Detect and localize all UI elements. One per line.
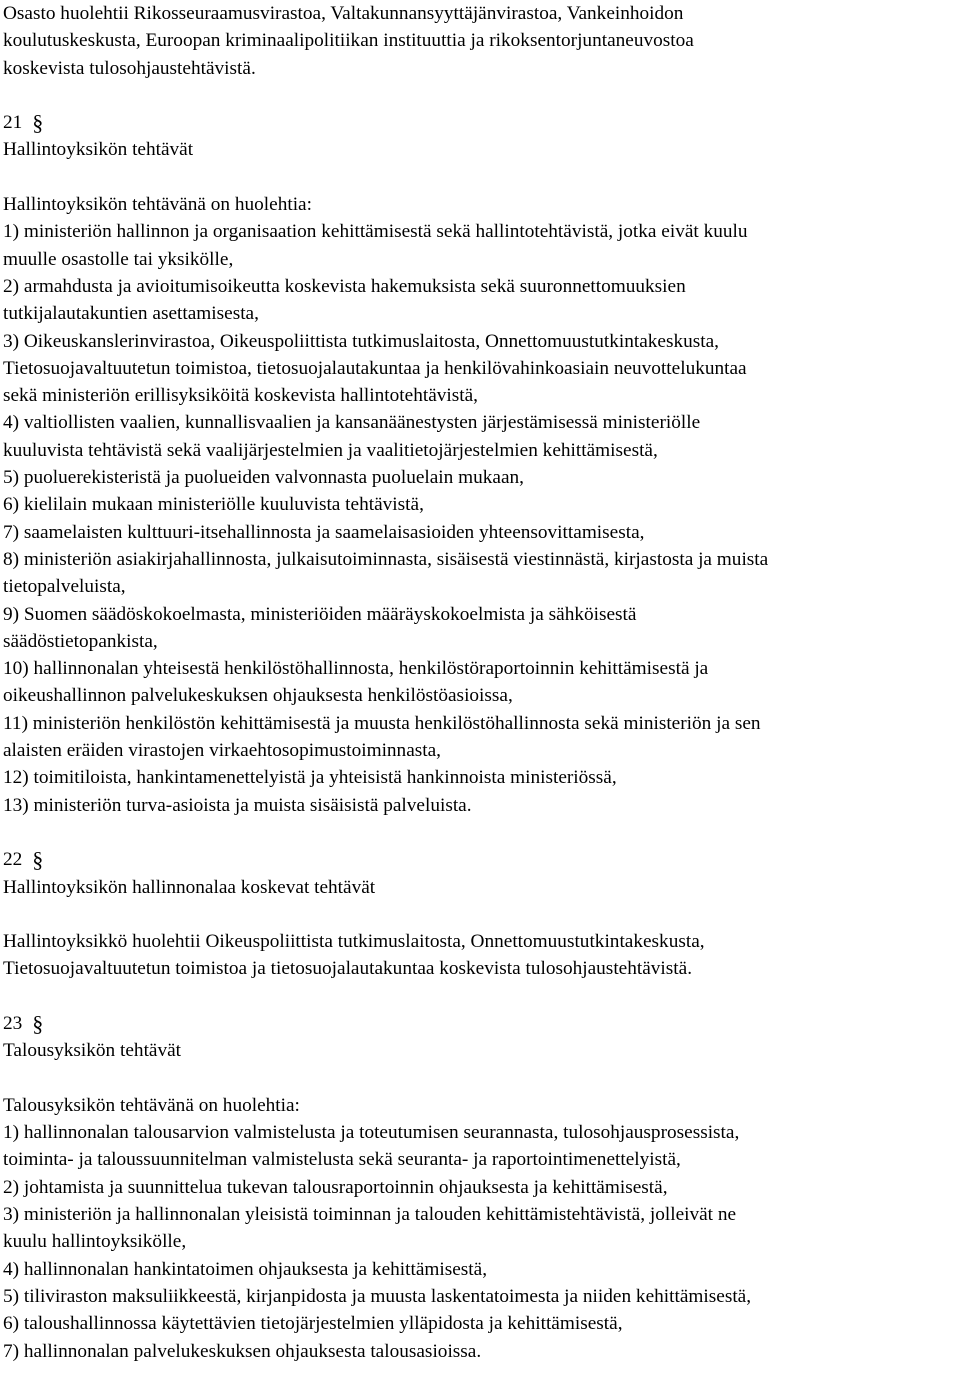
text-line: kuuluvista tehtävistä sekä vaalijärjestelmien ja vaalitietojärjestelmien kehittämisestä, [3, 439, 658, 461]
text-line: Osasto huolehtii Rikosseuraamusvirastoa, Valtakunnansyyttäjänvirastoa, Vankeinhoidon [3, 3, 684, 24]
text-line: säädöstietopankista, [3, 630, 158, 652]
section-number: 21 [3, 112, 23, 134]
text-line: tutkijalautakuntien asettamisesta, [3, 303, 259, 325]
intro-paragraph [3, 0, 957, 82]
text-line: oikeushallinnon palvelukeskuksen ohjauksesta henkilöstöasioissa, [3, 685, 513, 707]
section-title: Hallintoyksikön hallinnonalaa koskevat tehtävät [3, 876, 376, 898]
text-line: Tietosuojavaltuutetun toimistoa, tietosuojalautakuntaa ja henkilövahinkoasiain neuvottelukuntaa [3, 357, 747, 379]
text-line: alaisten eräiden virastojen virkaehtosopimustoiminnasta, [3, 740, 441, 762]
text-line: 6) taloushallinnossa käytettävien tietojärjestelmien ylläpidosta ja kehittämisestä, [3, 1313, 623, 1335]
text-line: sekä ministeriön erillisyksiköitä koskevista hallintotehtävistä, [3, 385, 478, 407]
text-line: 11) ministeriön henkilöstön kehittämisestä ja muusta henkilöstöhallinnosta sekä ministeriön ja sen [3, 712, 761, 734]
section-sign: § [32, 110, 44, 136]
text-line: tietopalveluista, [3, 576, 126, 598]
document-page [3, 0, 957, 1365]
text-line: 10) hallinnonalan yhteisestä henkilöstöhallinnosta, henkilöstöraportoinnin kehittämisestä ja [3, 658, 709, 680]
text-line: 2) johtamista ja suunnittelua tukevan talousraportoinnin ohjauksesta ja kehittämisestä, [3, 1176, 668, 1198]
text-line: 7) saamelaisten kulttuuri-itsehallinnosta ja saamelaisasioiden yhteensovittamisesta, [3, 521, 645, 543]
text-line: Tietosuojavaltuutetun toimistoa ja tietosuojalautakuntaa koskevista tulosohjaustehtävistä. [3, 958, 693, 980]
text-line: 6) kielilain mukaan ministeriölle kuuluvista tehtävistä, [3, 494, 424, 516]
section-number: 23 [3, 1012, 23, 1034]
text-line: 4) valtiollisten vaalien, kunnallisvaalien ja kansanäänestysten järjestämisessä ministeriölle [3, 412, 701, 434]
text-line: 3) Oikeuskanslerinvirastoa, Oikeuspoliittista tutkimuslaitosta, Onnettomuustutkintakeskusta, [3, 330, 719, 352]
text-line: 2) armahdusta ja avioitumisoikeutta koskevista hakemuksista sekä suuronnettomuuksien [3, 275, 686, 297]
text-line: 1) hallinnonalan talousarvion valmistelusta ja toteutumisen seurannasta, tulosohjausprosessista, [3, 1122, 740, 1144]
text-line: 3) ministeriön ja hallinnonalan yleisistä toiminnan ja talouden kehittämistehtävistä, jolleivät ne [3, 1204, 737, 1226]
section-number: 22 [3, 849, 23, 871]
text-line: kuulu hallintoyksikölle, [3, 1231, 187, 1253]
text-line: 8) ministeriön asiakirjahallinnosta, julkaisutoiminnasta, sisäisestä viestinnästä, kirjastosta ja muista [3, 548, 769, 570]
text-line: Hallintoyksikkö huolehtii Oikeuspoliittista tutkimuslaitosta, Onnettomuustutkintakeskusta, [3, 931, 705, 953]
text-line: Talousyksikön tehtävänä on huolehtia: [3, 1094, 300, 1116]
text-line: Hallintoyksikön tehtävänä on huolehtia: [3, 194, 312, 216]
section-22 [3, 846, 957, 982]
text-line: 7) hallinnonalan palvelukeskuksen ohjauksesta talousasioissa. [3, 1340, 482, 1362]
section-title: Hallintoyksikön tehtävät [3, 139, 194, 161]
text-line: koskevista tulosohjaustehtävistä. [3, 57, 256, 79]
section-body [3, 191, 957, 819]
text-line: toiminta- ja taloussuunnitelman valmistelusta sekä seuranta- ja raportointimenettelyistä, [3, 1149, 681, 1171]
section-sign: § [32, 847, 44, 873]
text-line: 1) ministeriön hallinnon ja organisaation kehittämisestä sekä hallintotehtävistä, jotka eivät kuulu [3, 221, 748, 243]
text-line: koulutuskeskusta, Euroopan kriminaalipolitiikan instituuttia ja rikoksentorjuntaneuvostoa [3, 30, 694, 52]
section-body [3, 1092, 957, 1365]
section-sign: § [32, 1010, 44, 1036]
text-line: 13) ministeriön turva-asioista ja muista sisäisistä palveluista. [3, 794, 472, 816]
section-title: Talousyksikön tehtävät [3, 1040, 182, 1062]
text-line: 4) hallinnonalan hankintatoimen ohjauksesta ja kehittämisestä, [3, 1258, 488, 1280]
section-23 [3, 1010, 957, 1365]
text-line: 9) Suomen säädöskokoelmasta, ministeriöiden määräyskokoelmista ja sähköisestä [3, 603, 637, 625]
section-heading-number [3, 109, 957, 136]
text-line: muulle osastolle tai yksikölle, [3, 248, 234, 270]
section-body [3, 928, 957, 983]
section-21 [3, 109, 957, 819]
text-line: 12) toimitiloista, hankintamenettelyistä ja yhteisistä hankinnoista ministeriössä, [3, 767, 617, 789]
section-heading-number [3, 1010, 957, 1037]
text-line: 5) tiliviraston maksuliikkeestä, kirjanpidosta ja muusta laskentatoimesta ja niiden kehittämisestä, [3, 1285, 752, 1307]
section-heading-number [3, 846, 957, 873]
text-line: 5) puoluerekisteristä ja puolueiden valvonnasta puoluelain mukaan, [3, 467, 524, 489]
